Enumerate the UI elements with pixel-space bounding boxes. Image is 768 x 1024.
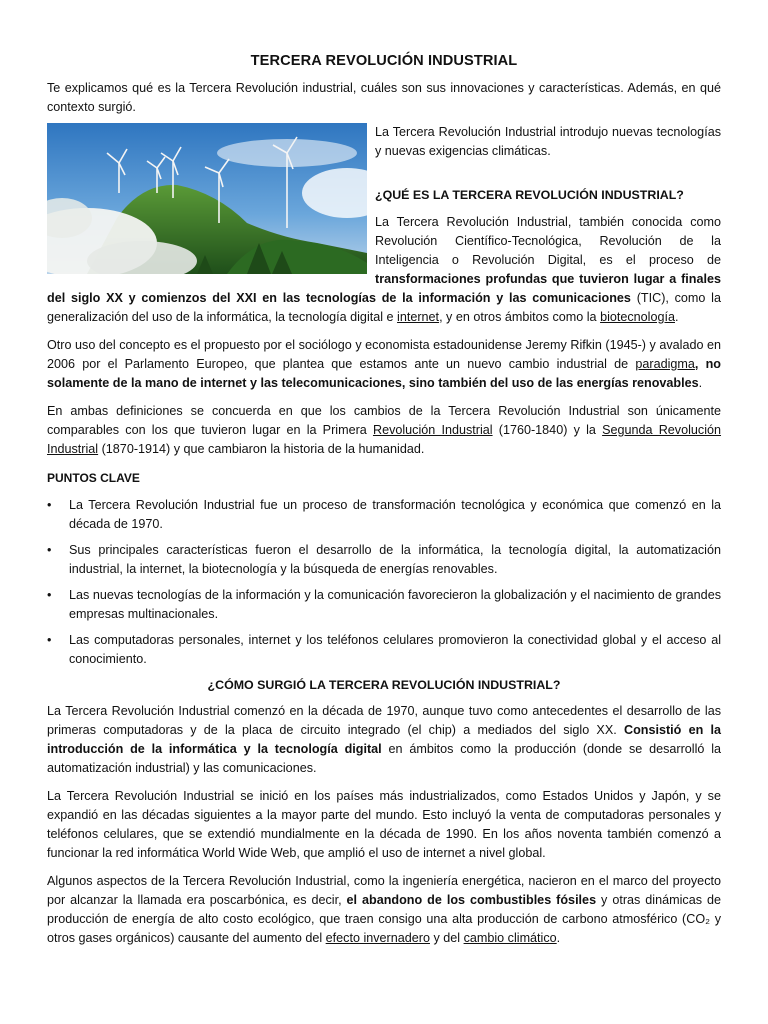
text-run: (1870-1914) y que cambiaron la historia de la humanidad.: [98, 442, 425, 456]
bullet-icon: •: [47, 543, 52, 557]
text-run: en ámbitos como la producción (donde se desarrolló la automatización industrial) y las comunicaciones.: [47, 742, 722, 775]
text-run: En ambas definiciones se concuerda en que los cambios de la Tercera Revolución Industrial son únicamente comparables con los que tuvieron lugar en la Primera: [47, 404, 721, 437]
page-title: TERCERA REVOLUCIÓN INDUSTRIAL: [250, 53, 518, 69]
link-cambio-climatico[interactable]: cambio climático: [463, 931, 557, 945]
bullet-icon: •: [47, 633, 52, 647]
key-points-heading: PUNTOS CLAVE: [47, 471, 140, 485]
bold-text: Consistió en la introducción de la informática y la tecnología digital: [47, 723, 721, 756]
paragraph-expansion: La Tercera Revolución Industrial se inició en los países más industrializados, como Estados Unidos y Japón, y se expandió en las décadas siguientes a la mayor parte del mundo. Esto incluyó la venta de computadoras personales y teléfonos celulares, que se extendió mundialmente en la década de 1990. En los años noventa también comenzó a funcionar la red informática World Wide Web, que amplió el uso de internet a nivel global.: [47, 789, 721, 860]
paragraph-comparison: [47, 402, 721, 459]
text-run: .: [556, 931, 561, 945]
text-run: .: [675, 310, 679, 324]
text-run: y del: [429, 931, 464, 945]
list-item-text: La Tercera Revolución Industrial fue un proceso de transformación tecnológica y económica que comenzó en la década de 1970.: [69, 498, 721, 531]
photo-caption: La Tercera Revolución Industrial introdujo nuevas tecnologías y nuevas exigencias climáticas.: [375, 125, 721, 158]
paragraph-poscarbonica: [47, 872, 721, 948]
list-item-text: Las nuevas tecnologías de la información y la comunicación favorecieron la globalización y el nacimiento de grandes empresas multinacionales.: [69, 588, 721, 621]
bold-text: el abandono de los combustibles fósiles: [346, 893, 597, 907]
section-heading-como-surgio: ¿CÓMO SURGIÓ LA TERCERA REVOLUCIÓN INDUSTRIAL?: [207, 678, 561, 692]
section-heading-que-es: ¿QUÉ ES LA TERCERA REVOLUCIÓN INDUSTRIAL?: [375, 188, 684, 202]
wind-turbines-photo: [47, 123, 367, 274]
list-item: [47, 496, 721, 534]
bold-text: , no solamente de la mano de internet y las telecomunicaciones, sino también del uso de las energías renovables: [47, 357, 721, 390]
text-run: y otras dinámicas de producción de energía de alto costo ecológico, que traen consigo una alta producción de carbono atmosférico (CO₂ y otros gases orgánicos) causante del aumento del: [47, 893, 721, 945]
key-points-list: [47, 496, 721, 669]
list-item-text: Sus principales características fueron el desarrollo de la informática, la tecnología digital, la automatización industrial, la internet, la biotecnología y la búsqueda de energías renovables.: [69, 543, 721, 576]
link-paradigma[interactable]: paradigma: [635, 357, 695, 371]
link-biotecnologia[interactable]: biotecnología: [600, 310, 675, 324]
paragraph-origins: [47, 702, 721, 778]
link-segunda-revolucion[interactable]: Segunda Revolución Industrial: [47, 423, 722, 456]
text-run: Otro uso del concepto es el propuesto por el sociólogo y economista estadounidense Jeremy Rifkin (1945-) y avalado en 2006 por el Parlamento Europeo, que plantea que estamos ante un nuevo cambio industrial de: [47, 338, 721, 371]
bullet-icon: •: [47, 498, 52, 512]
list-item: [47, 586, 721, 624]
text-run: .: [698, 376, 703, 390]
text-run: (1760-1840) y la: [492, 423, 603, 437]
link-efecto-invernadero[interactable]: efecto invernadero: [325, 931, 430, 945]
list-item: [47, 541, 721, 579]
bold-text: transformaciones profundas que tuvieron lugar a finales del siglo XX y comienzos del XXI en las tecnologías de la información y las comunicaciones: [47, 272, 721, 305]
text-run: (TIC), como la generalización del uso de la informática, la tecnología digital e: [47, 291, 721, 324]
text-run: Algunos aspectos de la Tercera Revolución Industrial, como la ingeniería energética, nacieron en el marco del proyecto por alcanzar la llamada era poscarbónica, es decir,: [47, 874, 721, 907]
intro-paragraph: Te explicamos qué es la Tercera Revolución industrial, cuáles son sus innovaciones y características. Además, en qué contexto surgió.: [47, 81, 721, 114]
wind-turbines-illustration: [47, 123, 367, 274]
text-run: La Tercera Revolución Industrial, también conocida como Revolución Científico-Tecnológica, Revolución de la Inteligencia o Revolución Digital, es el proceso de: [375, 215, 721, 267]
paragraph-rifkin: [47, 336, 721, 393]
figure-block: [47, 123, 721, 327]
list-item: [47, 631, 721, 669]
list-item-text: Las computadoras personales, internet y los teléfonos celulares promovieron la conectividad global y el acceso al conocimiento.: [69, 633, 721, 666]
bullet-icon: •: [47, 588, 52, 602]
link-revolucion-industrial[interactable]: Revolución Industrial: [372, 423, 493, 437]
text-run: , y en otros ámbitos como la: [439, 310, 601, 324]
text-run: La Tercera Revolución Industrial comenzó en la década de 1970, aunque tuvo como antecedentes el desarrollo de las primeras computadoras y de la placa de circuito integrado (el chip) a mediados del siglo XX.: [47, 704, 721, 737]
link-internet[interactable]: internet: [397, 310, 440, 324]
